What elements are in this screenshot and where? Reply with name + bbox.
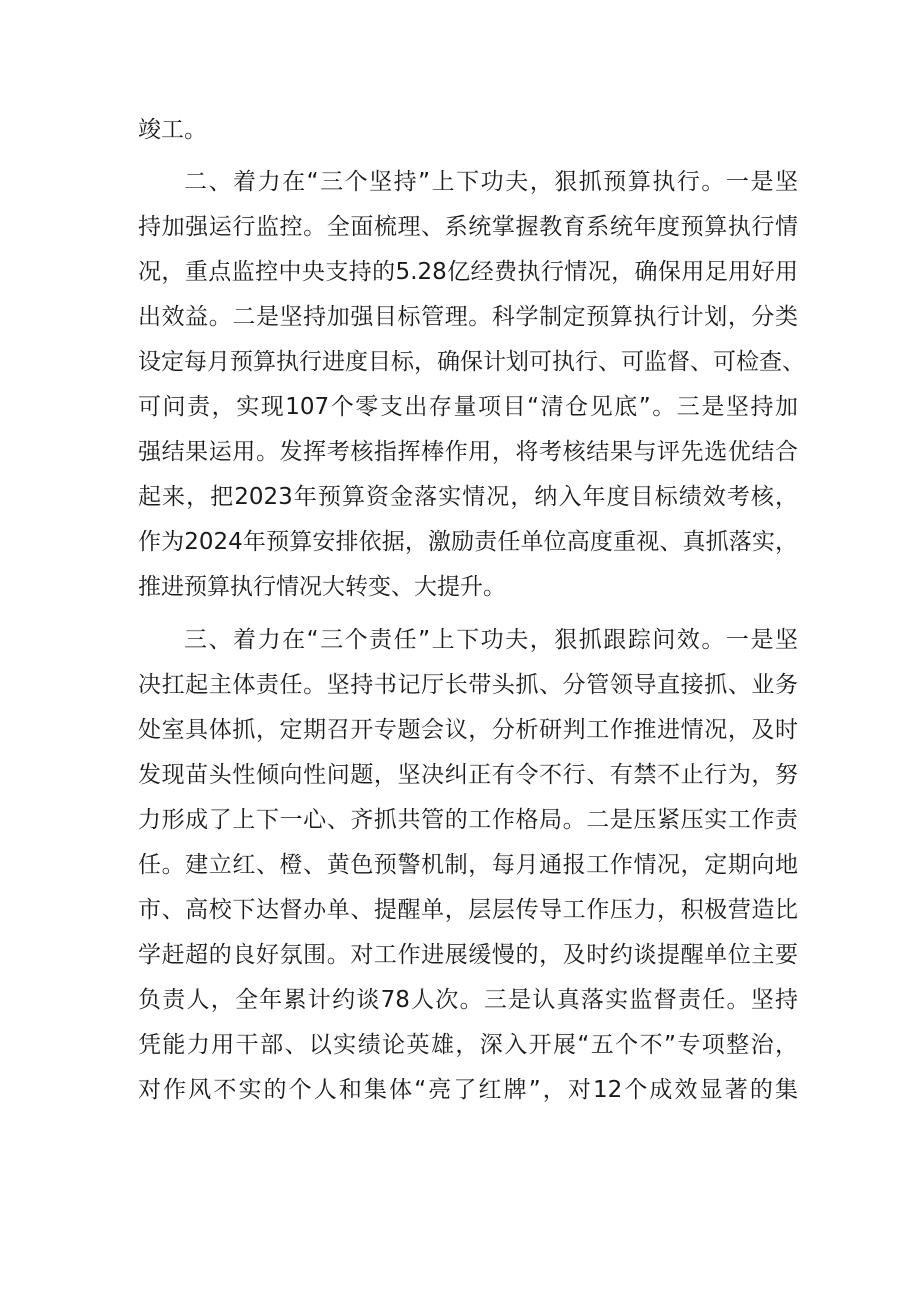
text-line: 决扛起主体责任。坚持书记厅长带头抓、分管领导直接抓、业务 — [138, 672, 798, 698]
text-line: 负责人，全年累计约谈78人次。三是认真落实监督责任。坚持 — [138, 987, 798, 1013]
text-line: 学赶超的良好氛围。对工作进展缓慢的，及时约谈提醒单位主要 — [138, 942, 798, 968]
text-line: 力形成了上下一心、齐抓共管的工作格局。二是压紧压实工作责 — [138, 807, 798, 833]
text-line: 况，重点监控中央支持的5.28亿经费执行情况，确保用足用好用 — [138, 259, 798, 285]
text-line: 设定每月预算执行进度目标，确保计划可执行、可监督、可检查、 — [138, 349, 805, 375]
text-line: 竣工。 — [138, 117, 207, 143]
text-line: 市、高校下达督办单、提醒单，层层传导工作压力，积极营造比 — [138, 897, 798, 923]
text-line: 作为2024年预算安排依据，激励责任单位高度重视、真抓落实， — [138, 529, 798, 555]
text-line: 发现苗头性倾向性问题，坚决纠正有令不行、有禁不止行为，努 — [138, 762, 798, 788]
text-line: 强结果运用。发挥考核指挥棒作用，将考核结果与评先选优结合 — [138, 439, 798, 465]
text-line: 起来，把2023年预算资金落实情况，纳入年度目标绩效考核， — [138, 484, 798, 510]
text-line: 处室具体抓，定期召开专题会议，分析研判工作推进情况，及时 — [138, 717, 798, 743]
text-line: 持加强运行监控。全面梳理、系统掌握教育系统年度预算执行情 — [138, 214, 798, 240]
text-line: 任。建立红、橙、黄色预警机制，每月通报工作情况，定期向地 — [138, 852, 798, 878]
paragraph-heading-line: 二、着力在“三个坚持”上下功夫，狠抓预算执行。一是坚 — [184, 169, 798, 195]
text-line: 对作风不实的个人和集体“亮了红牌”，对12个成效显著的集 — [138, 1077, 798, 1103]
text-line: 可问责，实现107个零支出存量项目“清仓见底”。三是坚持加 — [138, 394, 798, 420]
text-line: 凭能力用干部、以实绩论英雄，深入开展“五个不”专项整治， — [138, 1032, 798, 1058]
paragraph-heading-line: 三、着力在“三个责任”上下功夫，狠抓跟踪问效。一是坚 — [184, 627, 798, 653]
text-line: 出效益。二是坚持加强目标管理。科学制定预算执行计划，分类 — [138, 304, 798, 330]
text-line: 推进预算执行情况大转变、大提升。 — [138, 574, 506, 600]
